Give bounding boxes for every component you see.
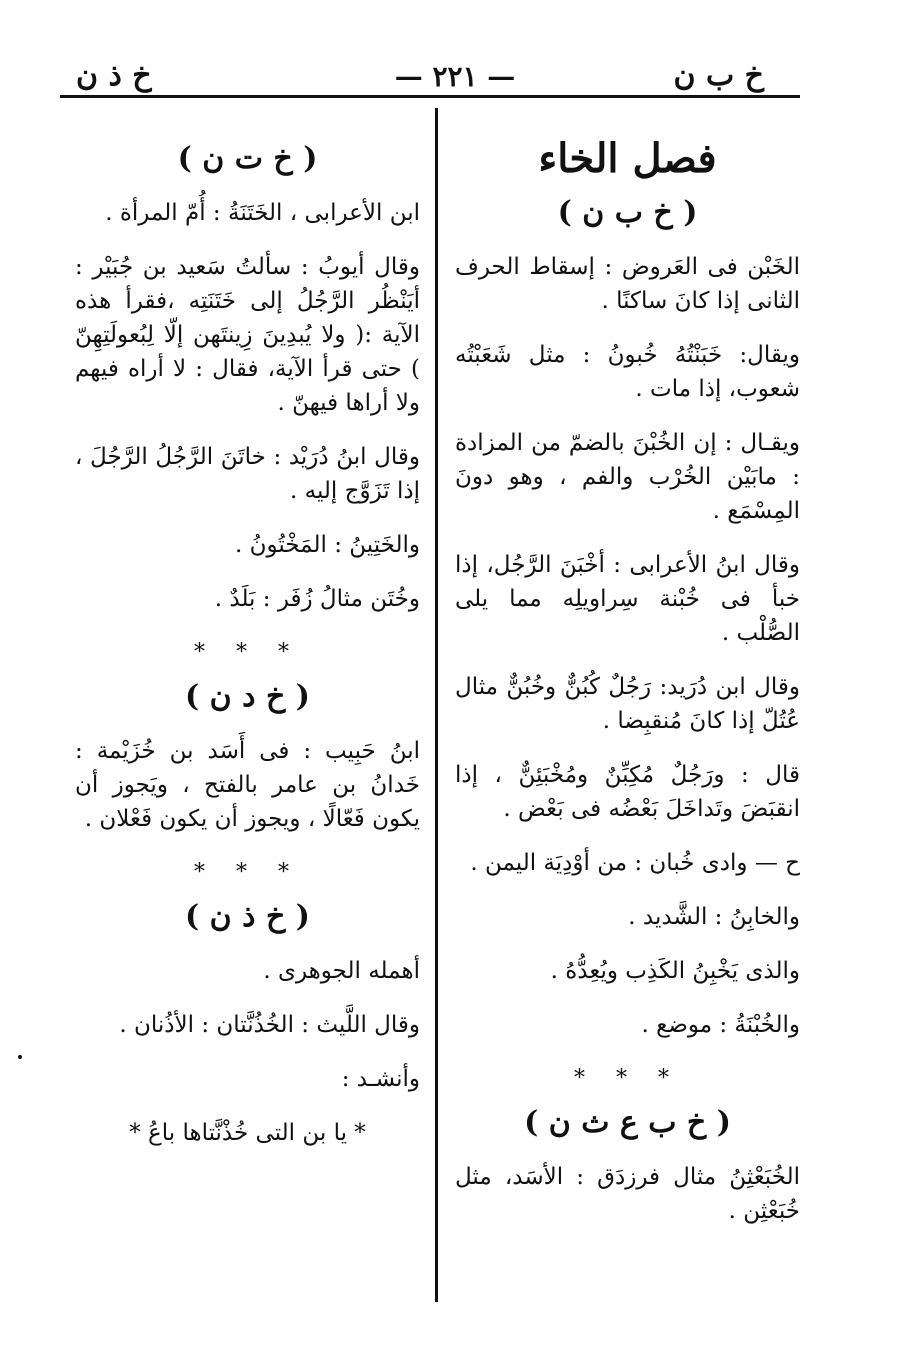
paragraph: وقال اللَّيث : الخُذُنَّتان : الأذُنان .	[119, 1012, 420, 1038]
paragraph: وقال ابنُ الأعرابى : أخْبَنَ الرَّجُل، إذا خبأ فى خُبْنة سِراويلِه مما يلى الصُّلْب .	[455, 552, 800, 646]
right-column	[455, 120, 800, 1248]
paragraph: والذى يَخْبِنُ الكَذِب ويُعِدُّهُ .	[550, 958, 800, 984]
paragraph: أهمله الجوهرى .	[263, 958, 420, 984]
column-divider	[435, 108, 438, 1302]
paragraph: قال : ورَجُلٌ مُكِبِّنٌ ومُخْبَئِنٌّ ، إذا انقبَضَ وتَداخَلَ بَعْضُه فى بَعْض .	[455, 762, 800, 822]
paragraph: وقال ابن دُرَيد: رَجُلٌ كُبُنٌّ وخُبُنٌّ مثال عُتُلّ إذا كانَ مُنقبِضا .	[455, 674, 800, 734]
paragraph: وخُتَن مثالُ زُفَر : بَلَدٌ .	[214, 586, 420, 612]
root-heading: ( خ د ن )	[185, 679, 310, 714]
separator-stars: * * *	[194, 640, 301, 665]
section-title: فصل الخاء	[538, 135, 717, 182]
paragraph: والخابِنُ : الشَّديد .	[628, 904, 800, 930]
paragraph: ويقـال : إن الخُبْنَ بالضمّ من المزادة : مابَيْن الخُرْب والفم ، وهو دونَ المِسْمَع .	[455, 430, 800, 524]
paragraph: الخُبَعْثِنُ مثال فرزدَق : الأسَد، مثل خُبَعْثِن .	[455, 1164, 800, 1224]
root-heading: ( خ ت ن )	[177, 141, 318, 176]
root-heading: ( خ ب ع ث ن )	[524, 1105, 731, 1140]
paragraph: وقال ابنُ دُرَيْد : خاتَنَ الرَّجُلُ الرَّجُلَ ، إذا تَزَوَّج إليه .	[75, 444, 420, 504]
root-heading: ( خ ذ ن )	[185, 899, 310, 934]
paragraph: وأنشـد :	[341, 1066, 420, 1092]
paragraph: ويقال: خَبَنْتُهُ خُبونُ : مثل شَعَبْتُه شعوب، إذا مات .	[455, 342, 800, 402]
paragraph: ح — وادى خُبان : من أوْدِيَة اليمن .	[470, 850, 800, 876]
paragraph: والخَتِينُ : المَخْتُونُ .	[235, 532, 420, 558]
verse-line: * يا بن التى خُذْنَّتاها باعُ *	[129, 1120, 366, 1146]
paragraph: والخُبْنَةُ : موضع .	[641, 1012, 800, 1038]
header-rule	[60, 95, 800, 98]
paragraph: ابنُ حَبِيب : فى أَسَد بن خُزَيْمة : خَدانُ بن عامر بالفتح ، ويَجوز أن يكون فَعّالًا ، ويجوز أن يكون فَعْلان .	[75, 738, 420, 832]
left-column	[75, 120, 420, 1168]
running-head-right: خ ب ن	[673, 58, 764, 93]
running-head-left: خ ذ ن	[76, 58, 152, 93]
margin-dot	[18, 1055, 22, 1059]
root-heading: ( خ ب ن )	[557, 195, 698, 230]
page-number: — ٢٢١ —	[394, 60, 516, 93]
paragraph: الخَبْن فى العَروض : إسقاط الحرف الثانى إذا كانَ ساكنًا .	[455, 254, 800, 314]
separator-stars: * * *	[194, 860, 301, 885]
separator-stars: * * *	[574, 1066, 681, 1091]
paragraph: وقال أيوبُ : سألتُ سَعيد بن جُبَيْر : أيَنْظُر الرَّجُلُ إلى خَتَنَتِه ،فقرأ هذه الآية :( ولا يُبدِينَ زِينتَهن إلّا لِبُعولَتِهِنّ ) حتى قرأ الآية، فقال : لا أراه فيهم ولا أراها فيهنّ .	[75, 254, 420, 416]
paragraph: ابن الأعرابى ، الخَتَنَةُ : أُمّ المرأة .	[105, 200, 420, 226]
